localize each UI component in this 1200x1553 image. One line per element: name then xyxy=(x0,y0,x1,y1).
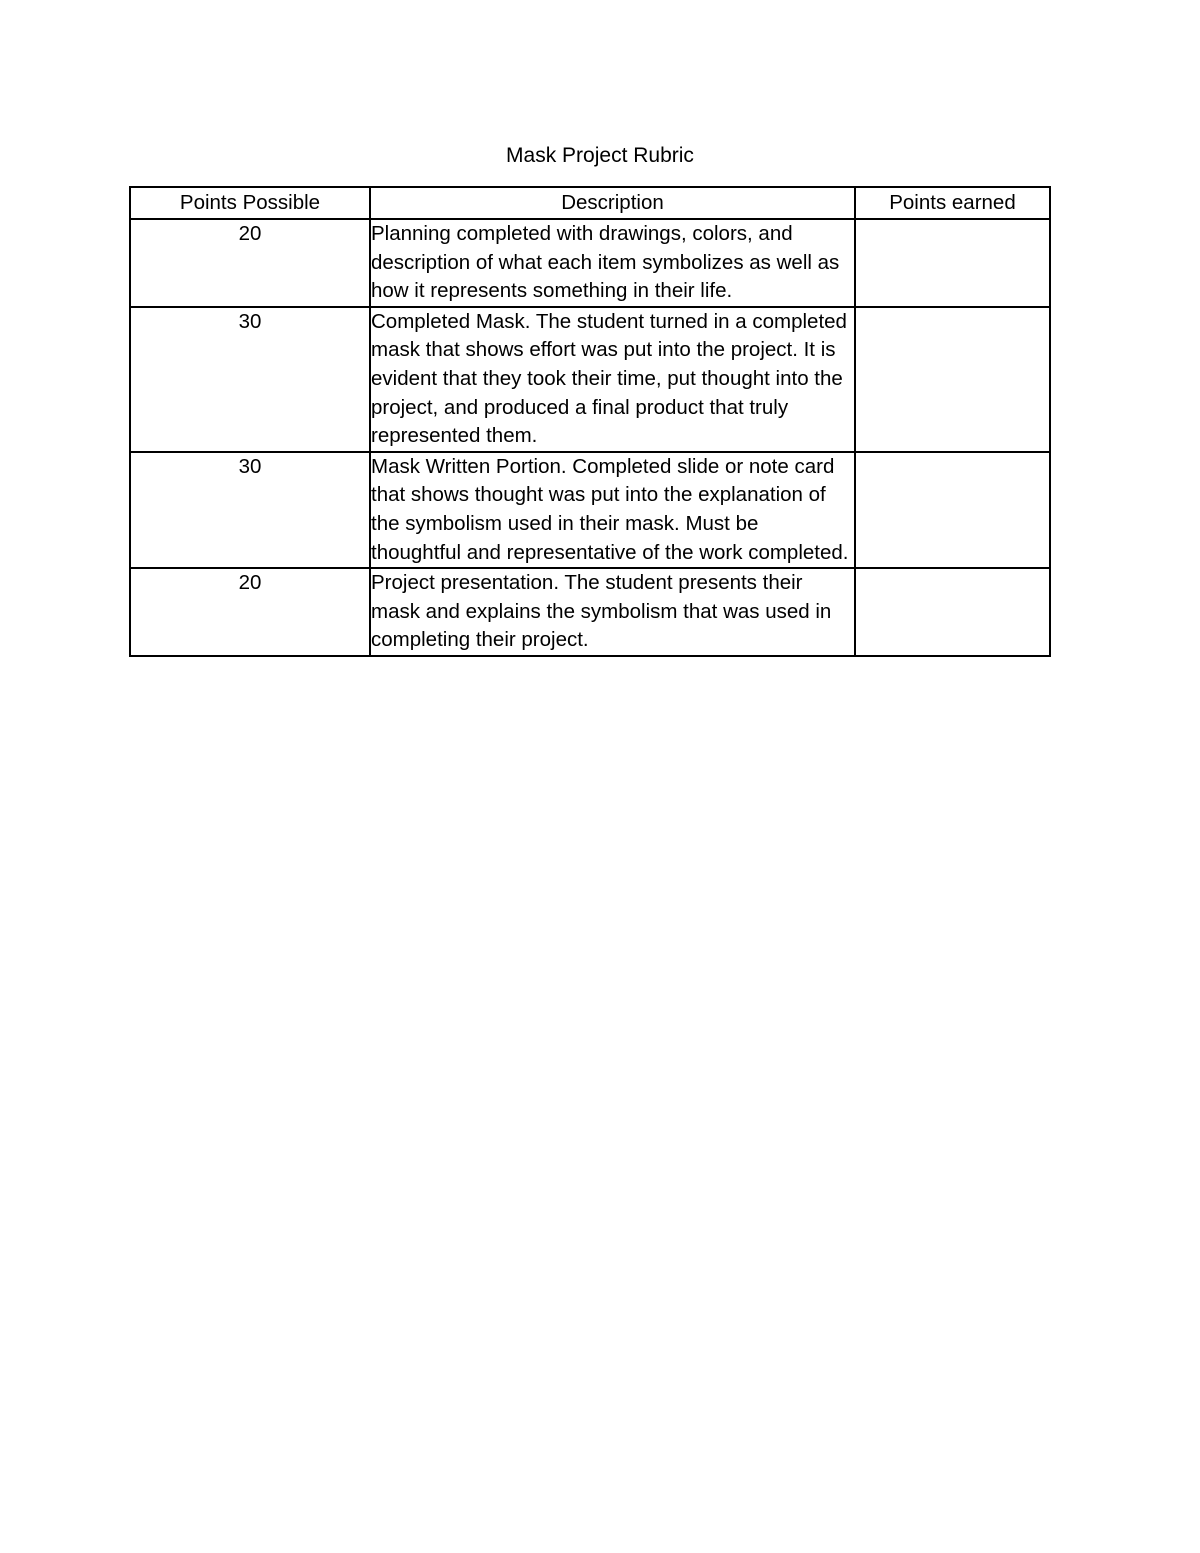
table-row xyxy=(130,452,1050,568)
description-cell: Completed Mask. The student turned in a completed mask that shows effort was put into the project. It is evident that they took their time, put thought into the project, and produced a final product that truly represented them. xyxy=(370,307,855,452)
header-points-earned: Points earned xyxy=(855,187,1050,219)
header-description: Description xyxy=(370,187,855,219)
table-header-row xyxy=(130,187,1050,219)
table-row xyxy=(130,219,1050,307)
description-cell: Project presentation. The student presents their mask and explains the symbolism that was used in completing their project. xyxy=(370,568,855,656)
points-possible-cell: 20 xyxy=(130,219,370,307)
header-points-possible: Points Possible xyxy=(130,187,370,219)
points-possible-cell: 20 xyxy=(130,568,370,656)
rubric-table xyxy=(129,186,1051,657)
points-possible-cell: 30 xyxy=(130,452,370,568)
description-cell: Mask Written Portion. Completed slide or note card that shows thought was put into the explanation of the symbolism used in their mask. Must be thoughtful and representative of the work completed. xyxy=(370,452,855,568)
table-row xyxy=(130,307,1050,452)
points-earned-cell[interactable] xyxy=(855,568,1050,656)
points-earned-cell[interactable] xyxy=(855,219,1050,307)
table-row xyxy=(130,568,1050,656)
points-earned-cell[interactable] xyxy=(855,452,1050,568)
points-possible-cell: 30 xyxy=(130,307,370,452)
description-cell: Planning completed with drawings, colors, and description of what each item symbolizes as well as how it represents something in their life. xyxy=(370,219,855,307)
points-earned-cell[interactable] xyxy=(855,307,1050,452)
page-title: Mask Project Rubric xyxy=(506,144,694,167)
